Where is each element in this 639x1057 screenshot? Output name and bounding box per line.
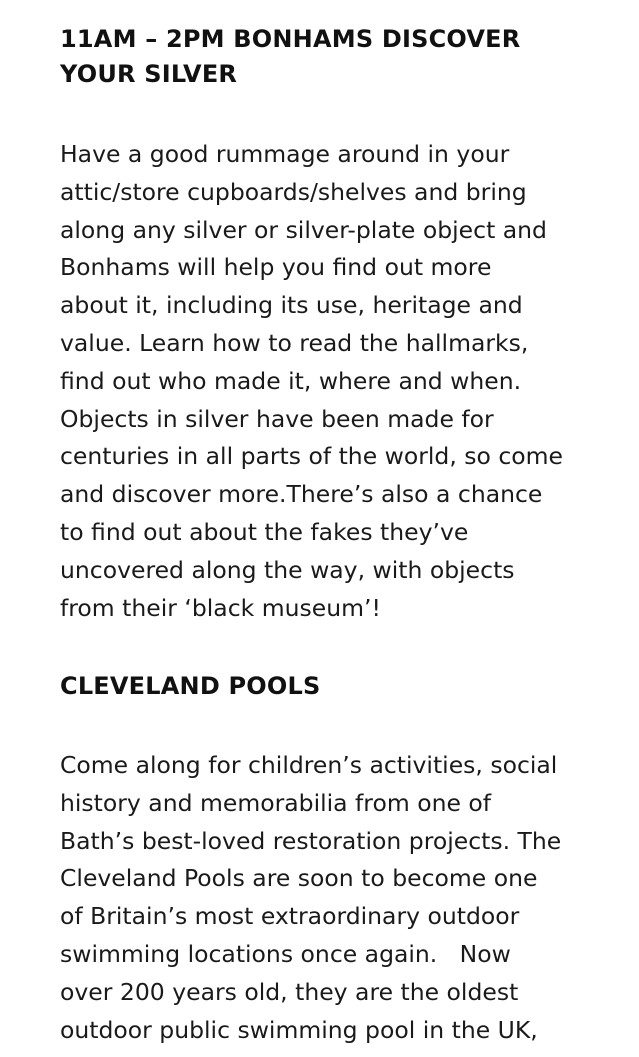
heading-line: CLEVELAND POOLS	[60, 672, 321, 700]
body-line: value. Learn how to read the hallmarks,	[60, 328, 529, 357]
body-line: along any silver or silver-plate object and	[60, 215, 547, 244]
body-line: and discover more.There’s also a chance	[60, 480, 543, 509]
body-line: to find out about the fakes they’ve	[60, 517, 469, 546]
body-line: Come along for children’s activities, social	[60, 751, 558, 779]
body-line: centuries in all parts of the world, so come	[60, 442, 564, 471]
body-line: Cleveland Pools are soon to become one	[60, 864, 538, 893]
body-line: find out who made it, where and when.	[60, 366, 522, 395]
body-line: from their ‘black museum’!	[60, 593, 381, 622]
section-heading-bonhams	[60, 22, 520, 92]
section-body-bonhams	[60, 136, 563, 627]
body-line: outdoor public swimming pool in the UK,	[60, 1015, 538, 1044]
heading-line: YOUR SILVER	[60, 60, 238, 88]
body-line: over 200 years old, they are the oldest	[60, 977, 519, 1006]
body-line: Bath’s best-loved restoration projects. The	[60, 826, 562, 855]
body-line: attic/store cupboards/shelves and bring	[60, 177, 527, 206]
heading-line: 11AM – 2PM BONHAMS DISCOVER	[60, 25, 521, 53]
section-body-cleveland-pools	[60, 747, 561, 1049]
body-line: swimming locations once again. Now	[60, 939, 511, 968]
body-line: Have a good rummage around in your	[60, 140, 510, 168]
body-line: about it, including its use, heritage and	[60, 291, 523, 320]
section-heading-cleveland-pools	[60, 669, 320, 704]
body-line: of Britain’s most extraordinary outdoor	[60, 902, 520, 931]
body-line: Bonhams will help you find out more	[60, 253, 492, 282]
body-line: history and memorabilia from one of	[60, 788, 492, 817]
body-line: uncovered along the way, with objects	[60, 555, 515, 584]
body-line: Objects in silver have been made for	[60, 404, 494, 433]
